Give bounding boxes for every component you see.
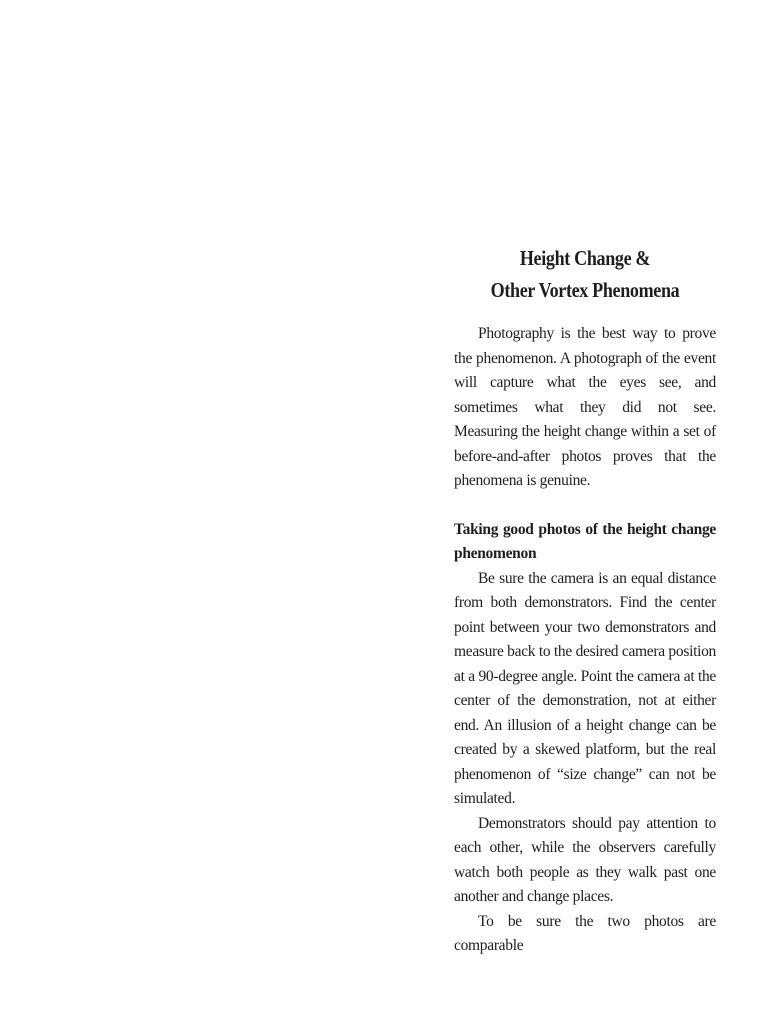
section-heading: Taking good photos of the height change phenomenon [454,520,716,562]
title-line-2: Other Vortex Phenomena [490,278,680,302]
page-title [472,242,697,306]
page-text-column [454,242,716,959]
intro-section [454,322,716,494]
section-body [454,567,716,959]
body-paragraph-3: To be sure the two photos are comparable [454,912,716,954]
body-paragraph-2: Demonstrators should pay attention to each other, while the observers carefully watch both people as they walk past one another and change places. [454,814,716,905]
title-line-1: Height Change & [519,246,651,270]
body-paragraph-1: Be sure the camera is an equal distance from both demonstrators. Find the center point between your two demonstrators and measure back to the desired camera position at a 90-degree angle. Point the camera at the center of the demonstration, not at either end. An illusion of a height change can be created by a skewed platform, but the real phenomenon of “size change” can not be simulated. [454,569,716,807]
intro-paragraph: Photography is the best way to prove the phenomenon. A photograph of the event will capture what the eyes see, and sometimes what they did not see. Measuring the height change within a set of before-and-after photos proves that the phenomena is genuine. [454,325,716,489]
